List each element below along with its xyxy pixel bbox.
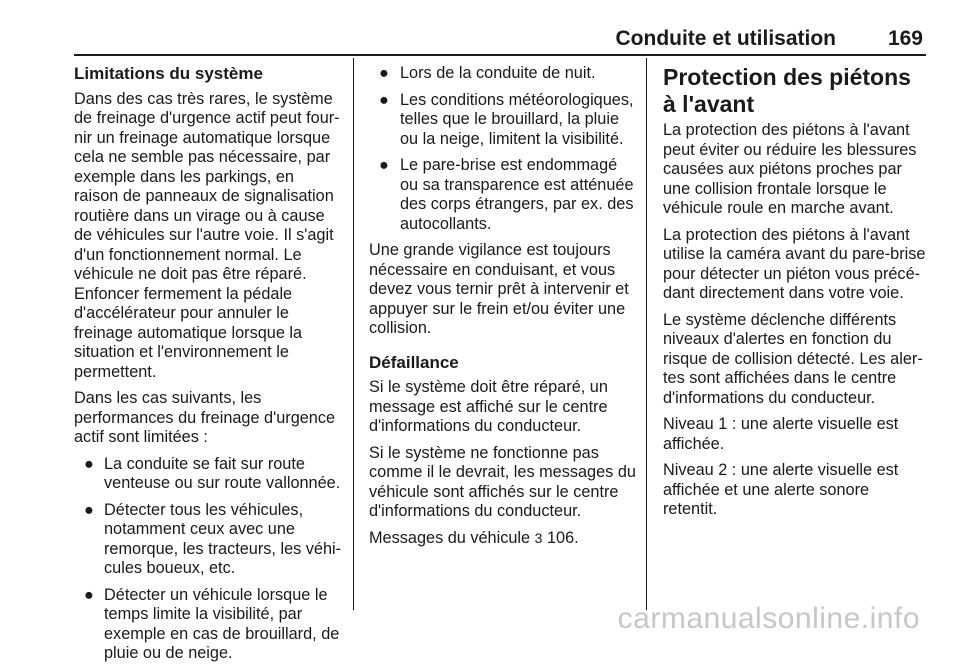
column-divider-2 [646, 58, 647, 610]
section-title: Conduite et utilisation [615, 27, 836, 50]
paragraph: Une grande vigilance est toujours nécessaire en conduisant, et vous devez vous ternir prêt à intervenir et appuyer sur le frein et/ou éviter une collision. [369, 241, 629, 337]
page-header [74, 27, 926, 53]
paragraph: Dans des cas très rares, le système de freinage d'urgence actif peut fournir un freinage automatique lorsque cela ne semble pas nécessaire, par exemple dans les parkings, en raison de panneaux de signalisation routière dans un virage ou à cause de véhicules sur l'autre voie. Il s'agit d'un fonctionnement normal. Le véhicule ne doit pas être réparé. Enfoncer fermement la pédale d'accélérateur pour annuler le freinage automatique lorsque la situation et l'environnement le permettent. [74, 89, 340, 381]
page-number: 169 [887, 27, 923, 50]
column-2 [369, 64, 637, 555]
paragraph: Niveau 2 : une alerte visuelle est affichée et une alerte sonore retentit. [663, 461, 899, 518]
bullet-list [74, 455, 342, 664]
list-item: ● Détecter un véhicule lorsque le temps limite la visibilité, par exemple en cas de brouillard, de pluie ou de neige. [84, 585, 340, 662]
header-rule [74, 54, 926, 56]
bullet-icon: ● [379, 64, 389, 82]
paragraph: Le système déclenche différents niveaux d'alertes en fonction du risque de collision détecté. Les alertes sont affichées dans le centre d'informations du conducteur. [663, 310, 923, 407]
list-item: ● Le pare-brise est endommagé ou sa transparence est atténuée des corps étrangers, par ex. des autocollants. [379, 156, 634, 233]
bullet-icon: ● [379, 90, 389, 109]
bullet-icon: ● [84, 454, 94, 473]
paragraph: La protection des piétons à l'avant peut éviter ou réduire les blessures causées aux piétons proches par une collision frontale lorsque le véhicule roule en marche avant. [663, 121, 917, 217]
reference-arrow-icon: 3 [534, 529, 543, 546]
bullet-icon: ● [84, 500, 94, 519]
paragraph-cross-reference: Messages du véhicule 3 106. [369, 528, 579, 547]
list-item: ● Lors de la conduite de nuit. [379, 64, 596, 82]
paragraph: Dans les cas suivants, les performances du freinage d'urgence actif sont limitées : [74, 389, 336, 446]
heading-protection-pietons: Protection des piétons à l'avant [663, 64, 911, 117]
bullet-list [369, 64, 637, 234]
column-3 [663, 64, 927, 527]
list-item: ● La conduite se fait sur route venteuse ou sur route vallonnée. [84, 454, 341, 492]
paragraph: Si le système ne fonctionne pas comme il le devrait, les messages du véhicule sont affichés sur le centre d'informations du conducteur. [369, 443, 636, 520]
paragraph: Niveau 1 : une alerte visuelle est affichée. [663, 415, 899, 453]
paragraph: La protection des piétons à l'avant utilise la caméra avant du pare-brise pour détecter un piéton vous précédant directement dans votre voie. [663, 225, 926, 302]
bullet-icon: ● [379, 156, 389, 174]
paragraph: Si le système doit être réparé, un message est affiché sur le centre d'informations du conducteur. [369, 378, 608, 435]
list-item: ● Détecter tous les véhicules, notamment ceux avec une remorque, les tracteurs, les véhicules boueux, etc. [84, 500, 342, 577]
heading-limitations: Limitations du système [74, 64, 263, 83]
list-item: ● Les conditions météorologiques, telles que le brouillard, la pluie ou la neige, limitent la visibilité. [379, 90, 634, 148]
column-divider-1 [353, 58, 354, 610]
bullet-icon: ● [84, 585, 94, 604]
watermark: carmanualsonline.info [617, 602, 920, 635]
column-1 [74, 64, 342, 671]
page-reference-link[interactable]: 106. [546, 528, 579, 547]
heading-defaillance: Défaillance [369, 352, 459, 372]
